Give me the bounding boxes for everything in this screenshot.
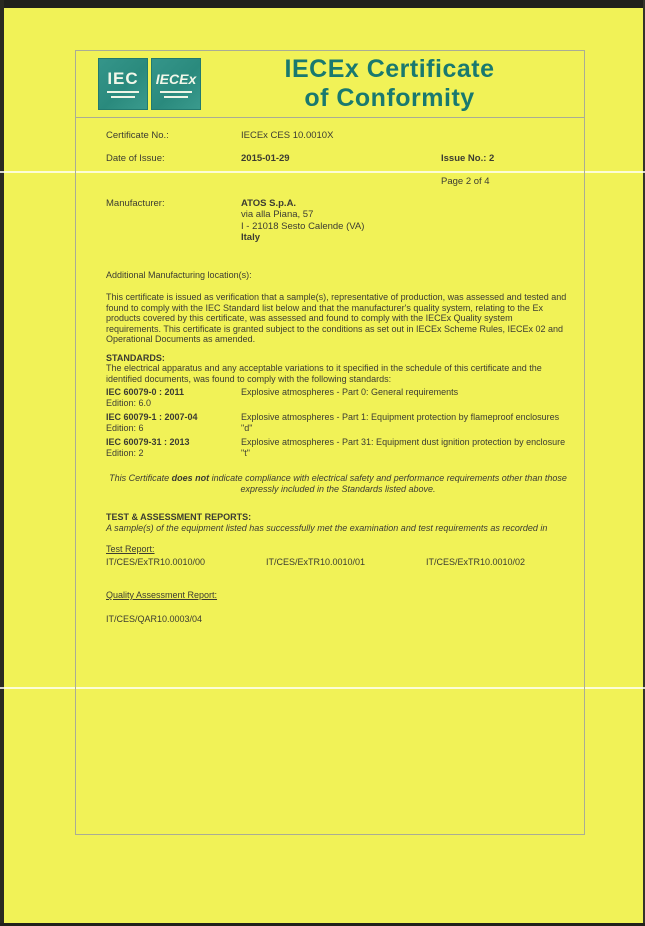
disclaimer-post: indicate compliance with electrical safety and performance requirements other than those expressly included in the Standards listed above. xyxy=(209,473,567,494)
standard-row xyxy=(106,387,570,409)
test-report-number: IT/CES/ExTR10.0010/02 xyxy=(426,556,526,567)
standard-code: IEC 60079-0 : 2011 xyxy=(106,387,185,397)
standards-heading: STANDARDS: xyxy=(106,352,165,363)
page-number: Page 2 of 4 xyxy=(441,176,490,187)
iecex-logo-text: IECEx xyxy=(155,71,197,87)
standard-code: IEC 60079-1 : 2007-04 xyxy=(106,412,198,422)
certificate-title-line1: IECEx Certificate xyxy=(284,55,495,83)
disclaimer-note xyxy=(107,473,569,495)
iecex-logo-bar xyxy=(160,91,192,93)
certificate-no-value: IECEx CES 10.0010X xyxy=(241,130,334,141)
iec-logo-bar xyxy=(107,91,139,93)
page-number-row xyxy=(106,176,570,188)
iec-logo-bar xyxy=(111,96,135,98)
spacer xyxy=(106,176,241,188)
certificate-body xyxy=(76,130,584,625)
standards-section xyxy=(106,353,570,385)
manufacturer-address-line: I - 21018 Sesto Calende (VA) xyxy=(241,220,365,232)
scan-edge-top xyxy=(0,0,645,8)
test-report-number: IT/CES/ExTR10.0010/01 xyxy=(266,556,366,567)
test-reports-heading: TEST & ASSESSMENT REPORTS: xyxy=(106,512,252,522)
date-of-issue-value: 2015-01-29 xyxy=(241,152,290,164)
standard-description: Explosive atmospheres - Part 31: Equipment dust ignition protection by enclosure "t" xyxy=(241,437,566,458)
quality-assessment-report-label: Quality Assessment Report: xyxy=(106,590,218,600)
manufacturer-address-block xyxy=(241,198,364,244)
certificate-title xyxy=(201,55,578,113)
logo-group xyxy=(98,58,201,110)
manufacturer-country: Italy xyxy=(241,232,261,243)
standard-code: IEC 60079-31 : 2013 xyxy=(106,437,190,447)
standard-description: Explosive atmospheres - Part 1: Equipment protection by flameproof enclosures "d" xyxy=(241,412,560,433)
standard-row xyxy=(106,437,570,459)
manufacturer-address-line: via alla Piana, 57 xyxy=(241,209,314,220)
certificate-number-row xyxy=(106,130,570,142)
test-report-label: Test Report: xyxy=(106,544,155,554)
standard-edition: Edition: 6.0 xyxy=(106,398,152,408)
manufacturer-row xyxy=(106,198,570,244)
certificate-header xyxy=(76,51,584,118)
date-of-issue-label: Date of Issue: xyxy=(106,152,165,164)
certificate-no-label: Certificate No.: xyxy=(106,130,169,141)
additional-locations-label: Additional Manufacturing location(s): xyxy=(106,269,252,280)
iec-logo-text: IEC xyxy=(107,69,139,88)
disclaimer-pre: This Certificate xyxy=(109,473,172,483)
test-reports-section xyxy=(106,512,570,533)
certificate-frame xyxy=(75,50,585,835)
issue-no: Issue No.: 2 xyxy=(441,152,495,164)
test-report-number: IT/CES/ExTR10.0010/00 xyxy=(106,556,206,567)
iecex-logo-icon xyxy=(151,58,201,110)
iec-logo-icon xyxy=(98,58,148,110)
standard-edition: Edition: 2 xyxy=(106,448,144,458)
standard-edition: Edition: 6 xyxy=(106,423,144,433)
standard-row xyxy=(106,412,570,434)
certificate-title-line2: of Conformity xyxy=(304,84,475,112)
manufacturer-label: Manufacturer: xyxy=(106,197,165,209)
quality-assessment-report-number: IT/CES/QAR10.0003/04 xyxy=(106,613,203,624)
standard-code-edition xyxy=(106,412,241,434)
scan-edge-left xyxy=(0,0,4,926)
test-reports-intro: A sample(s) of the equipment listed has successfully met the examination and test requirements as recorded in xyxy=(106,522,548,533)
manufacturer-name: ATOS S.p.A. xyxy=(241,197,297,209)
standard-code-edition xyxy=(106,387,241,409)
spacer xyxy=(241,176,441,188)
iecex-logo-bar xyxy=(164,96,188,98)
disclaimer-emphasis: does not xyxy=(171,473,210,483)
standards-intro: The electrical apparatus and any acceptable variations to it specified in the schedule of this certificate and the identified documents, was found to comply with the following standards: xyxy=(106,363,542,384)
date-of-issue-row xyxy=(106,153,570,165)
standard-description: Explosive atmospheres - Part 0: General requirements xyxy=(241,387,459,397)
standard-code-edition xyxy=(106,437,241,459)
test-report-values-row xyxy=(106,557,570,569)
issuance-paragraph: This certificate is issued as verification that a sample(s), representative of production, was assessed and tested and found to comply with the IEC Standard list below and that the manufacturer's quality system, relating to the Ex products covered by this certificate, was assessed and found to comply with the IECEx Quality system requirements. This certificate is granted subject to the conditions as set out in IECEx Scheme Rules, IECEx 02 and Operational Documents as amended. xyxy=(106,292,567,344)
